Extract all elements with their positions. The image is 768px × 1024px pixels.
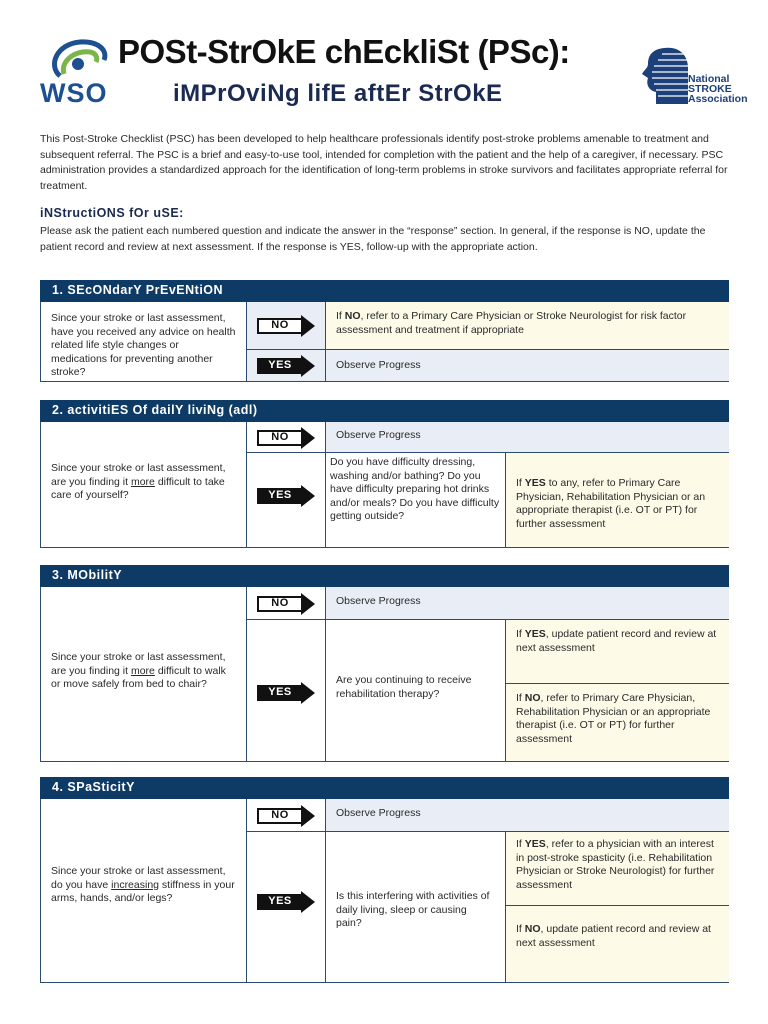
instructions-heading: iNStructiONS fOr uSE: xyxy=(40,206,184,220)
question-text: Since your stroke or last assessment, are you finding it more difficult to walk or move safely from bed to chair? xyxy=(41,587,246,761)
yes-response-arrow[interactable]: YES xyxy=(257,355,317,377)
no-action-text: Observe Progress xyxy=(326,587,729,619)
yes-no-action-text: If NO, update patient record and review at next assessment xyxy=(506,906,729,982)
question-text: Since your stroke or last assessment, have you received any advice on health related life style changes or medications for preventing another stroke? xyxy=(41,302,246,381)
section-title: 2. activitiES Of dailY liviNg (adl) xyxy=(40,400,729,422)
no-action-text: Observe Progress xyxy=(326,422,729,452)
section-secondary-prevention xyxy=(40,280,729,382)
page-title: POSt-StrOkE chEckliSt (PSc): xyxy=(118,33,570,70)
section-adl xyxy=(40,400,729,548)
page-subtitle: iMPrOviNg lifE aftEr StrOkE xyxy=(173,80,503,107)
wso-logo-text: WSO xyxy=(40,78,108,108)
yes-no-action-text: If NO, refer to Primary Care Physician, Rehabilitation Physician or an appropriate therapist (i.e. OT or PT) for further assessment xyxy=(506,684,729,761)
yes-followup-questions: Do you have difficulty dressing, washing and/or bathing? Do you have difficulty preparing hot drinks and/or meals? Do you have difficulty getting outside? xyxy=(330,456,502,546)
question-text: Since your stroke or last assessment, do you have increasing stiffness in your arms, hands, and/or legs? xyxy=(41,799,246,982)
section-title: 4. SPaSticitY xyxy=(40,777,729,799)
section-title: 3. MObilitY xyxy=(40,565,729,587)
yes-followup-question: Is this interfering with activities of daily living, sleep or causing pain? xyxy=(326,832,505,982)
section-spasticity xyxy=(40,777,729,983)
section-title: 1. SEcONdarY PrEvENtiON xyxy=(40,280,729,302)
no-action-text: Observe Progress xyxy=(326,799,729,831)
yes-yes-action-text: If YES, update patient record and review at next assessment xyxy=(506,620,729,683)
no-response-arrow[interactable]: NO xyxy=(257,427,317,449)
yes-followup-question: Are you continuing to receive rehabilitation therapy? xyxy=(326,620,505,761)
yes-action-text: Observe Progress xyxy=(326,350,729,381)
no-action-text: If NO, refer to a Primary Care Physician or Stroke Neurologist for risk factor assessment and treatment if appropriate xyxy=(326,302,729,349)
nsa-logo-text: National STROKE Association xyxy=(688,73,748,105)
no-response-arrow[interactable]: NO xyxy=(257,593,317,615)
section-mobility xyxy=(40,565,729,762)
instructions-text: Please ask the patient each numbered question and indicate the answer in the “response” section. In general, if the response is NO, update the patient record and review at next assessment. If the response is YES, follow-up with the appropriate action. xyxy=(40,225,706,253)
question-text: Since your stroke or last assessment, are you finding it more difficult to take care of yourself? xyxy=(41,422,246,547)
yes-response-arrow[interactable]: YES xyxy=(257,485,317,507)
intro-paragraph: This Post-Stroke Checklist (PSC) has been developed to help healthcare professionals identify post-stroke problems amenable to treatment and subsequent referral. The PSC is a brief and easy-to-use tool, intended for completion with the patient and the help of a caregiver, if necessary. PSC administration provides a standardized approach for the identification of long-term problems in stroke survivors and facilitates appropriate referral for treatment. xyxy=(40,133,728,192)
yes-action-text: If YES to any, refer to Primary Care Physician, Rehabilitation Physician or an appropriate therapist (i.e. OT or PT) for further assessment xyxy=(506,453,729,547)
no-response-arrow[interactable]: NO xyxy=(257,805,317,827)
no-response-arrow[interactable]: NO xyxy=(257,315,317,337)
yes-response-arrow[interactable]: YES xyxy=(257,682,317,704)
yes-response-arrow[interactable]: YES xyxy=(257,891,317,913)
page-header xyxy=(0,0,768,125)
yes-yes-action-text: If YES, refer to a physician with an interest in post-stroke spasticity (i.e. Rehabilitation Physician or Stroke Neurologist) for further assessment xyxy=(506,832,729,905)
